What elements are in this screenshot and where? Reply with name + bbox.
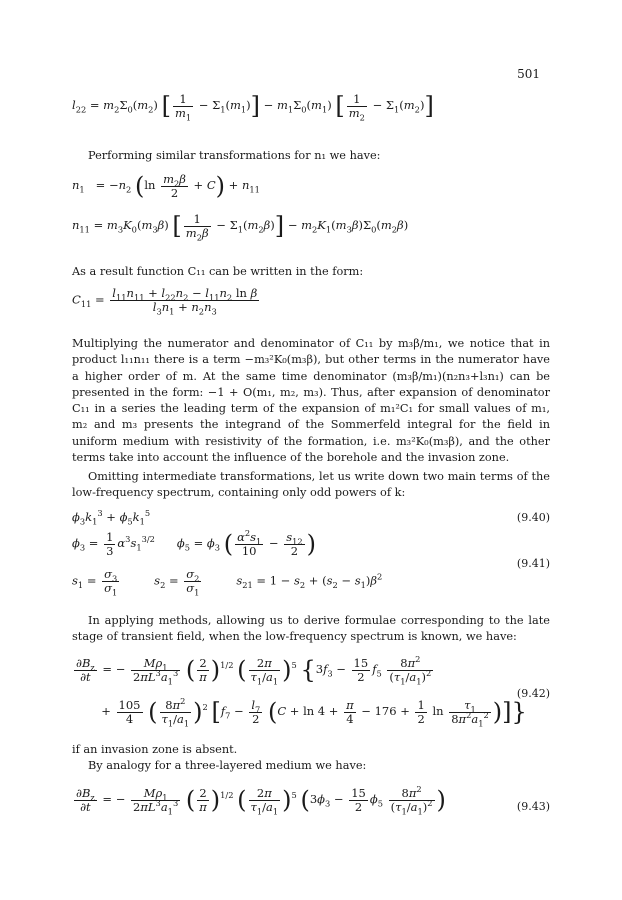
equation-9-42-line2: + $\frac{105}{4}$ ( $\frac{8\pi^2}{\tau_1/a_1}$ )$^2$ [$f_7$ − $\frac{l_7}{2}$ (C + ln 4 + $\frac{\pi}{4}$ − 176 + $\frac{1}{2}$ ln $\frac{\tau_1}{8\pi^2a_1^2}$ )]} bbox=[72, 695, 527, 728]
equation-9-42-line1: $\frac{\partial B_z}{\partial t}$ = − $\frac{M\rho_1}{2\pi L^3a_1^3}$ ( $\frac{2}{\pi}$ )$^{1/2}$ ( $\frac{2\pi}{\tau_1/a_1}$ )$^5$ {$3f_3$ − $\frac{15}{2}$ $f_5$ $\frac{8\pi^2}{(\tau_1/a_1)^2}$ bbox=[76, 653, 432, 686]
paragraph-5: In applying methods, allowing us to derive formulae corresponding to the late stage of transient field, when the low-frequency spectrum is known, we have: bbox=[72, 614, 550, 644]
equation-c11: $C_{11}$ = $\frac{l_{11}n_{11} + l_{22}n_2 - l_{11}n_2 \ln \beta}{l_3n_1 + n_2n_3}$ bbox=[72, 286, 258, 317]
paragraph-4: Omitting intermediate transformations, let us write down two main terms of the low-frequency spectrum, containing only odd powers of k: bbox=[72, 470, 550, 500]
page-number: 501 bbox=[517, 67, 540, 81]
paragraph-1: Performing similar transformations for n₁ we have: bbox=[88, 149, 381, 162]
equation-l22: $l_{22} = m_2\Sigma_0(m_2)$ [ $\frac{1}{m_1}$ − $\Sigma_1(m_1)] - m_1\Sigma_0(m_1)$ [ $\frac{1}{m_2}$ − $\Sigma_1(m_2)$] bbox=[72, 91, 434, 122]
equation-9-43: $\frac{\partial B_z}{\partial t}$ = − $\frac{M\rho_1}{2\pi L^3a_1^3}$ ( $\frac{2}{\pi}$ )$^{1/2}$ ( $\frac{2\pi}{\tau_1/a_1}$ )$^5$ ($3\phi_3$ − $\frac{15}{2}$ $\phi_5$ $\frac{8\pi^2}{(\tau_1/a_1)^2}$ ) bbox=[76, 783, 446, 816]
equation-n1: $n_1 = -n_2$ (ln $\frac{m_2\beta}{2}$ + $C) + n_{11}$ bbox=[72, 171, 260, 200]
paragraph-6: if an invasion zone is absent. bbox=[72, 743, 238, 756]
equation-n11: $n_{11} = m_3K_0(m_3\beta)$ [ $\frac{1}{m_2\beta}$ − $\Sigma_1(m_2\beta)] - m_2K_1(m_3\beta)\Sigma_0(m_2\beta)$ bbox=[72, 211, 409, 242]
equation-number-9-42: (9.42) bbox=[516, 687, 550, 700]
paragraph-7: By analogy for a three-layered medium we have: bbox=[88, 759, 367, 772]
equation-9-40: $\phi_3k_1^3 + \phi_5k_1^5$ bbox=[72, 508, 151, 527]
equation-number-9-41: (9.41) bbox=[516, 557, 550, 570]
paragraph-2: As a result function C₁₁ can be written in the form: bbox=[72, 265, 364, 278]
equation-number-9-40: (9.40) bbox=[516, 511, 550, 524]
equation-9-41-a: $\phi_3$ = $\frac{1}{3}$ $\alpha^3s_1^{3/2}$ $\phi_5 = \phi_3$ ( $\frac{\alpha^2s_1}{10}$ − $\frac{s_{12}}{2}$ ) bbox=[72, 527, 317, 558]
paragraph-3: Multiplying the numerator and denominator of C₁₁ by m₃β/m₁, we notice that in product l₁₁n₁₁ there is a term −m₃²K₀(m₃β), but other terms in the numerator have a higher order of m. At the same time denominator (m₃β/m₁)(n₂n₃+l₃n₁) can be presented in the form: −1 + O(m₁, m₂, m₃). Thus, after expansion of denominator C₁₁ in a series the leading term of the expansion of m₁²C₁ for small values of m₁, m₂ and m₃ presents the integrand of the Sommerfeld integral for the field in uniform medium with resistivity of the formation, i.e. m₃²K₀(m₃β), and the other terms take into account the influence of the borehole and the invasion zone. bbox=[72, 337, 550, 465]
equation-number-9-43: (9.43) bbox=[516, 800, 550, 813]
equation-9-41-b: $s_1$ = $\frac{\sigma_3}{\sigma_1}$ $s_2$ = $\frac{\sigma_2}{\sigma_1}$ $s_{21} = 1 - s_2 + (s_2 - s_1)\beta^2$ bbox=[72, 567, 383, 598]
